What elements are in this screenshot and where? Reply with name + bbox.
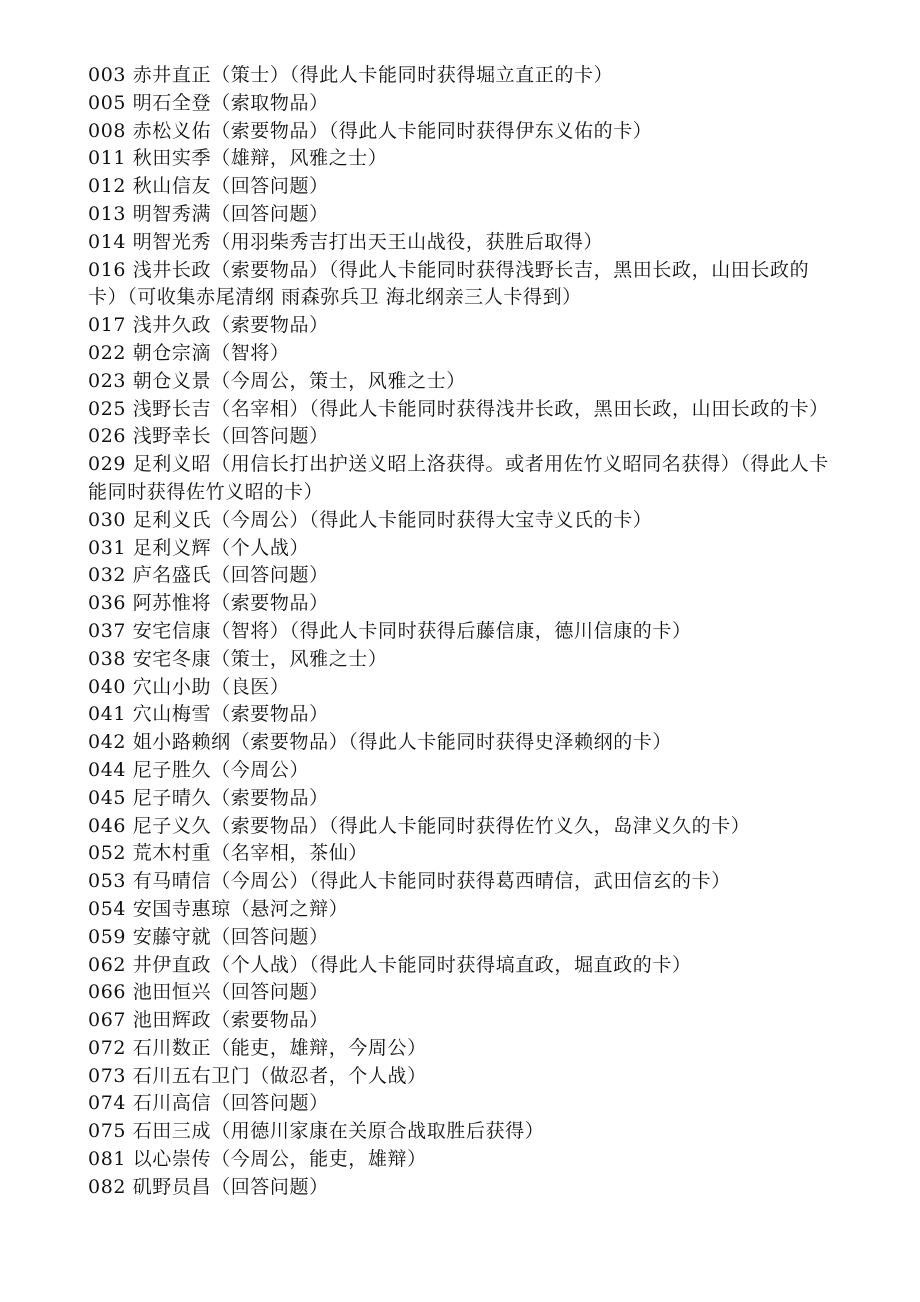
list-item: 054 安国寺惠琼（悬河之辩）: [88, 897, 349, 920]
list-item: 081 以心崇传（今周公，能吏，雄辩）: [88, 1148, 427, 1171]
list-item: 017 浅井久政（索要物品）: [88, 314, 329, 337]
list-item: 025 浅野长吉（名宰相）（得此人卡能同时获得浅井长政，黑田长政，山田长政的卡）: [88, 397, 829, 420]
list-item: 067 池田辉政（索要物品）: [88, 1009, 329, 1032]
list-item: 013 明智秀满（回答问题）: [88, 202, 329, 225]
list-item: 011 秋田实季（雄辩，风雅之士）: [88, 147, 388, 170]
list-item: 073 石川五右卫门（做忍者，个人战）: [88, 1064, 427, 1087]
list-item: 012 秋山信友（回答问题）: [88, 175, 329, 198]
list-item: 032 庐名盛氏（回答问题）: [88, 564, 329, 587]
list-item: 044 尼子胜久（今周公）: [88, 758, 310, 781]
list-item: 053 有马晴信（今周公）（得此人卡能同时获得葛西晴信，武田信玄的卡）: [88, 870, 731, 893]
list-item: 045 尼子晴久（索要物品）: [88, 786, 329, 809]
list-item: 072 石川数正（能吏，雄辩，今周公）: [88, 1036, 427, 1059]
list-item: 036 阿苏惟将（索要物品）: [88, 592, 329, 615]
list-item: 022 朝仓宗滴（智将）: [88, 341, 290, 364]
list-item: 031 足利义辉（个人战）: [88, 536, 310, 559]
list-item: 059 安藤守就（回答问题）: [88, 925, 329, 948]
list-item: 026 浅野幸长（回答问题）: [88, 425, 329, 448]
list-item: 066 池田恒兴（回答问题）: [88, 981, 329, 1004]
list-item: 042 姐小路赖纲（索要物品）（得此人卡能同时获得史泽赖纲的卡）: [88, 731, 673, 754]
list-item: 003 赤井直正（策士）（得此人卡能同时获得堀立直正的卡）: [88, 64, 614, 86]
list-item: 008 赤松义佑（索要物品）（得此人卡能同时获得伊东义佑的卡）: [88, 119, 653, 142]
list-item: 038 安宅冬康（策士，风雅之士）: [88, 647, 388, 670]
list-item: 052 荒木村重（名宰相，茶仙）: [88, 842, 368, 865]
list-item: 029 足利义昭（用信长打出护送义昭上洛获得。或者用佐竹义昭同名获得）（得此人卡能同时获得佐竹义昭的卡）: [88, 453, 829, 503]
list-item: 046 尼子义久（索要物品）（得此人卡能同时获得佐竹义久，岛津义久的卡）: [88, 814, 751, 837]
list-item: 075 石田三成（用德川家康在关原合战取胜后获得）: [88, 1120, 545, 1143]
list-item: 030 足利义氏（今周公）（得此人卡能同时获得大宝寺义氏的卡）: [88, 508, 653, 531]
list-item: 005 明石全登（索取物品）: [88, 91, 329, 114]
list-item: 016 浅井长政（索要物品）（得此人卡能同时获得浅野长吉，黑田长政，山田长政的卡）（可收集赤尾清纲 雨森弥兵卫 海北纲亲三人卡得到）: [88, 258, 810, 309]
list-item: 074 石川高信（回答问题）: [88, 1092, 329, 1115]
list-item: 040 穴山小助（良医）: [88, 675, 290, 698]
list-item: 041 穴山梅雪（索要物品）: [88, 703, 329, 726]
list-item: 023 朝仓义景（今周公，策士，风雅之士）: [88, 369, 466, 392]
list-item: 014 明智光秀（用羽柴秀吉打出天王山战役，获胜后取得）: [88, 230, 604, 253]
document-page: [88, 62, 836, 1202]
list-item: 037 安宅信康（智将）（得此人卡同时获得后藤信康，德川信康的卡）: [88, 619, 692, 642]
list-item: 082 矶野员昌（回答问题）: [88, 1175, 329, 1198]
list-item: 062 井伊直政（个人战）（得此人卡能同时获得塙直政，堀直政的卡）: [88, 953, 692, 976]
